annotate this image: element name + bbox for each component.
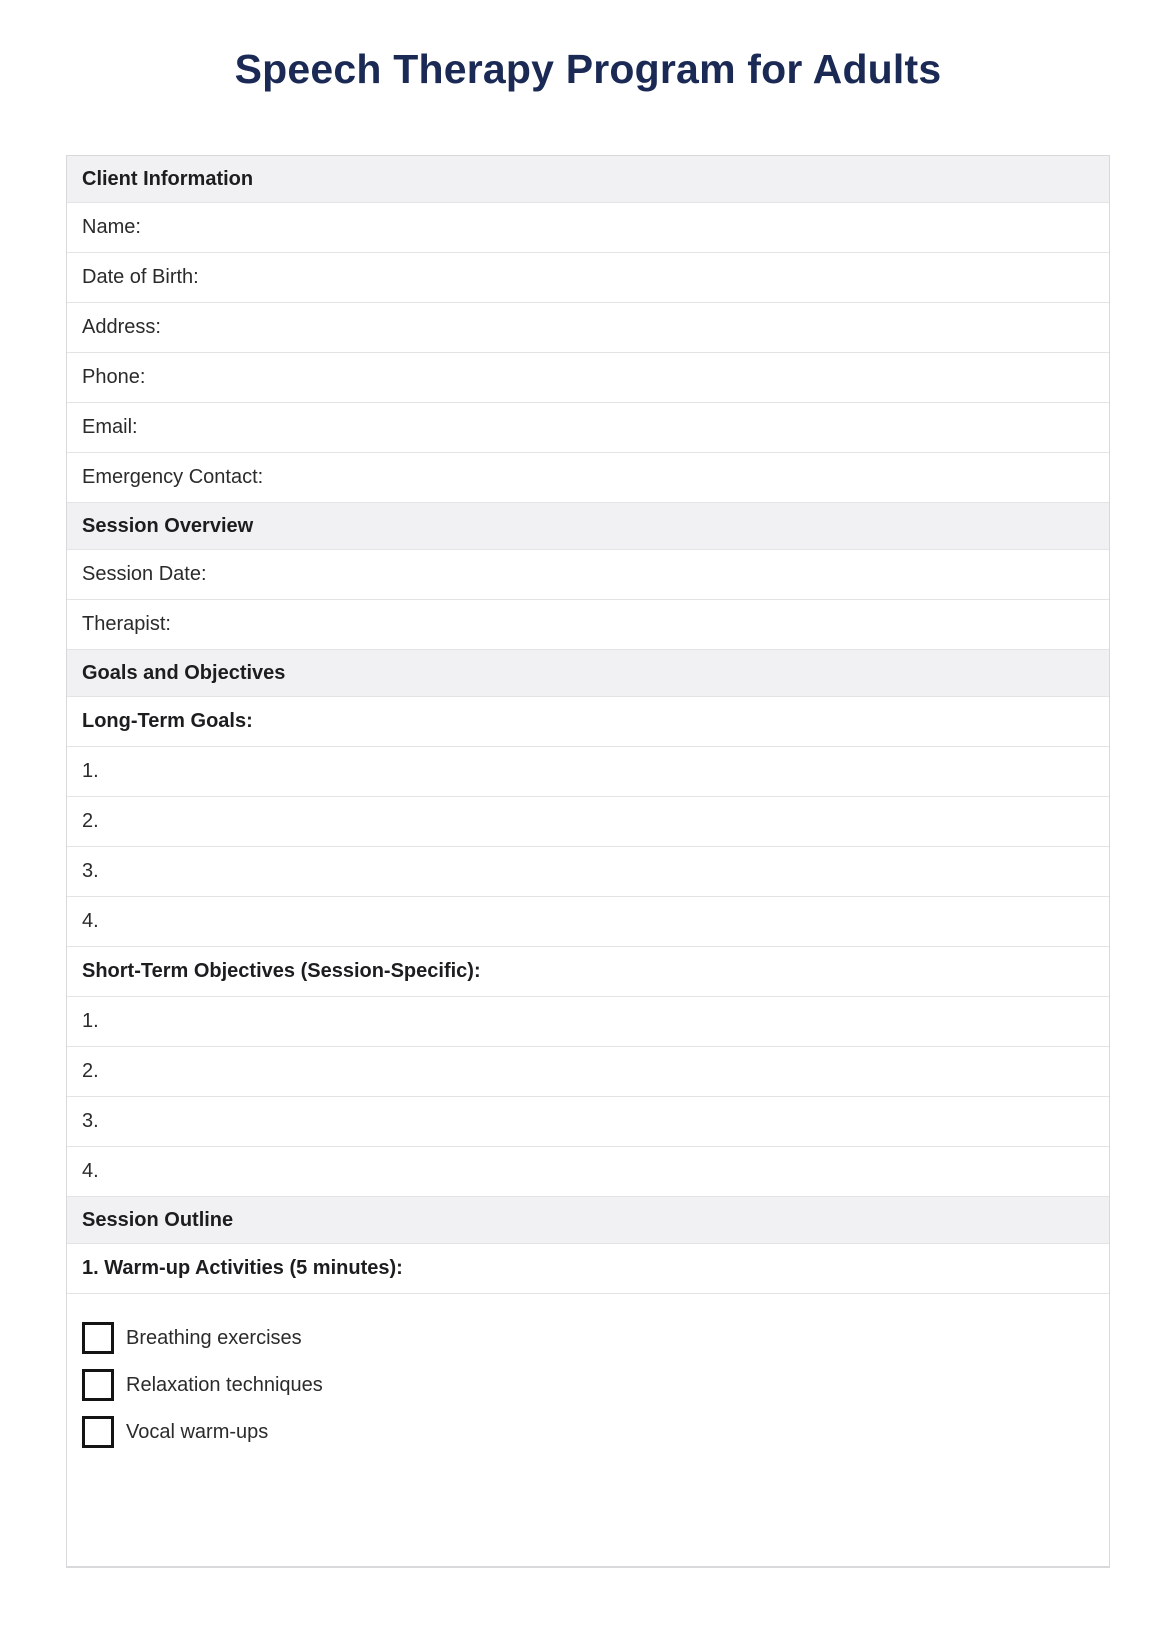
field-row-session-date [67, 550, 1109, 600]
field-label: 4. [82, 1160, 99, 1183]
subheader-label: Long-Term Goals: [82, 710, 253, 733]
field-label: Emergency Contact: [82, 466, 264, 489]
section-header-session-overview [67, 503, 1109, 550]
numbered-blank-row-2 [67, 797, 1109, 847]
checkbox-label: Vocal warm-ups [126, 1420, 269, 1443]
section-header-session-outline [67, 1197, 1109, 1244]
field-label: 4. [82, 910, 99, 933]
section-header-label: Session Overview [82, 514, 254, 537]
form-table [66, 155, 1110, 1568]
subheader-label: Short-Term Objectives (Session-Specific): [82, 960, 481, 983]
field-label: 1. [82, 1010, 99, 1033]
field-label: 2. [82, 810, 99, 833]
section-header-client-information [67, 156, 1109, 203]
field-row-therapist [67, 600, 1109, 650]
checkbox-item-relaxation-techniques[interactable] [82, 1369, 323, 1401]
section-header-label: Goals and Objectives [82, 661, 286, 684]
field-row-name [67, 203, 1109, 253]
checkbox-icon[interactable] [82, 1416, 114, 1448]
section-header-label: Session Outline [82, 1208, 234, 1231]
checkbox-icon[interactable] [82, 1322, 114, 1354]
field-label: Therapist: [82, 613, 171, 636]
checkbox-item-breathing-exercises[interactable] [82, 1322, 302, 1354]
numbered-blank-row-3 [67, 847, 1109, 897]
section-header-goals-and-objectives [67, 650, 1109, 697]
field-label: 3. [82, 1110, 99, 1133]
field-row-date-of-birth [67, 253, 1109, 303]
numbered-blank-row-1 [67, 747, 1109, 797]
checkbox-icon[interactable] [82, 1369, 114, 1401]
subheader-label: 1. Warm-up Activities (5 minutes): [82, 1257, 403, 1280]
field-label: Session Date: [82, 563, 207, 586]
page-title: Speech Therapy Program for Adults [234, 46, 942, 92]
subheader-warm-up-activities [67, 1244, 1109, 1294]
field-label: Email: [82, 416, 138, 439]
checkbox-label: Breathing exercises [126, 1326, 302, 1349]
section-header-label: Client Information [82, 167, 254, 190]
field-label: Date of Birth: [82, 266, 199, 289]
field-label: 1. [82, 760, 99, 783]
field-row-email [67, 403, 1109, 453]
field-label: Name: [82, 216, 141, 239]
warm-up-checkbox-group [67, 1294, 1109, 1566]
field-label: 2. [82, 1060, 99, 1083]
checkbox-label: Relaxation techniques [126, 1373, 323, 1396]
numbered-blank-row-4 [67, 897, 1109, 947]
subheader-short-term-objectives [67, 947, 1109, 997]
checkbox-item-vocal-warm-ups[interactable] [82, 1416, 268, 1448]
field-label: Address: [82, 316, 161, 339]
numbered-blank-row-3 [67, 1097, 1109, 1147]
numbered-blank-row-1 [67, 997, 1109, 1047]
field-label: 3. [82, 860, 99, 883]
field-label: Phone: [82, 366, 146, 389]
field-row-address [67, 303, 1109, 353]
subheader-long-term-goals [67, 697, 1109, 747]
numbered-blank-row-4 [67, 1147, 1109, 1197]
field-row-phone [67, 353, 1109, 403]
numbered-blank-row-2 [67, 1047, 1109, 1097]
field-row-emergency-contact [67, 453, 1109, 503]
